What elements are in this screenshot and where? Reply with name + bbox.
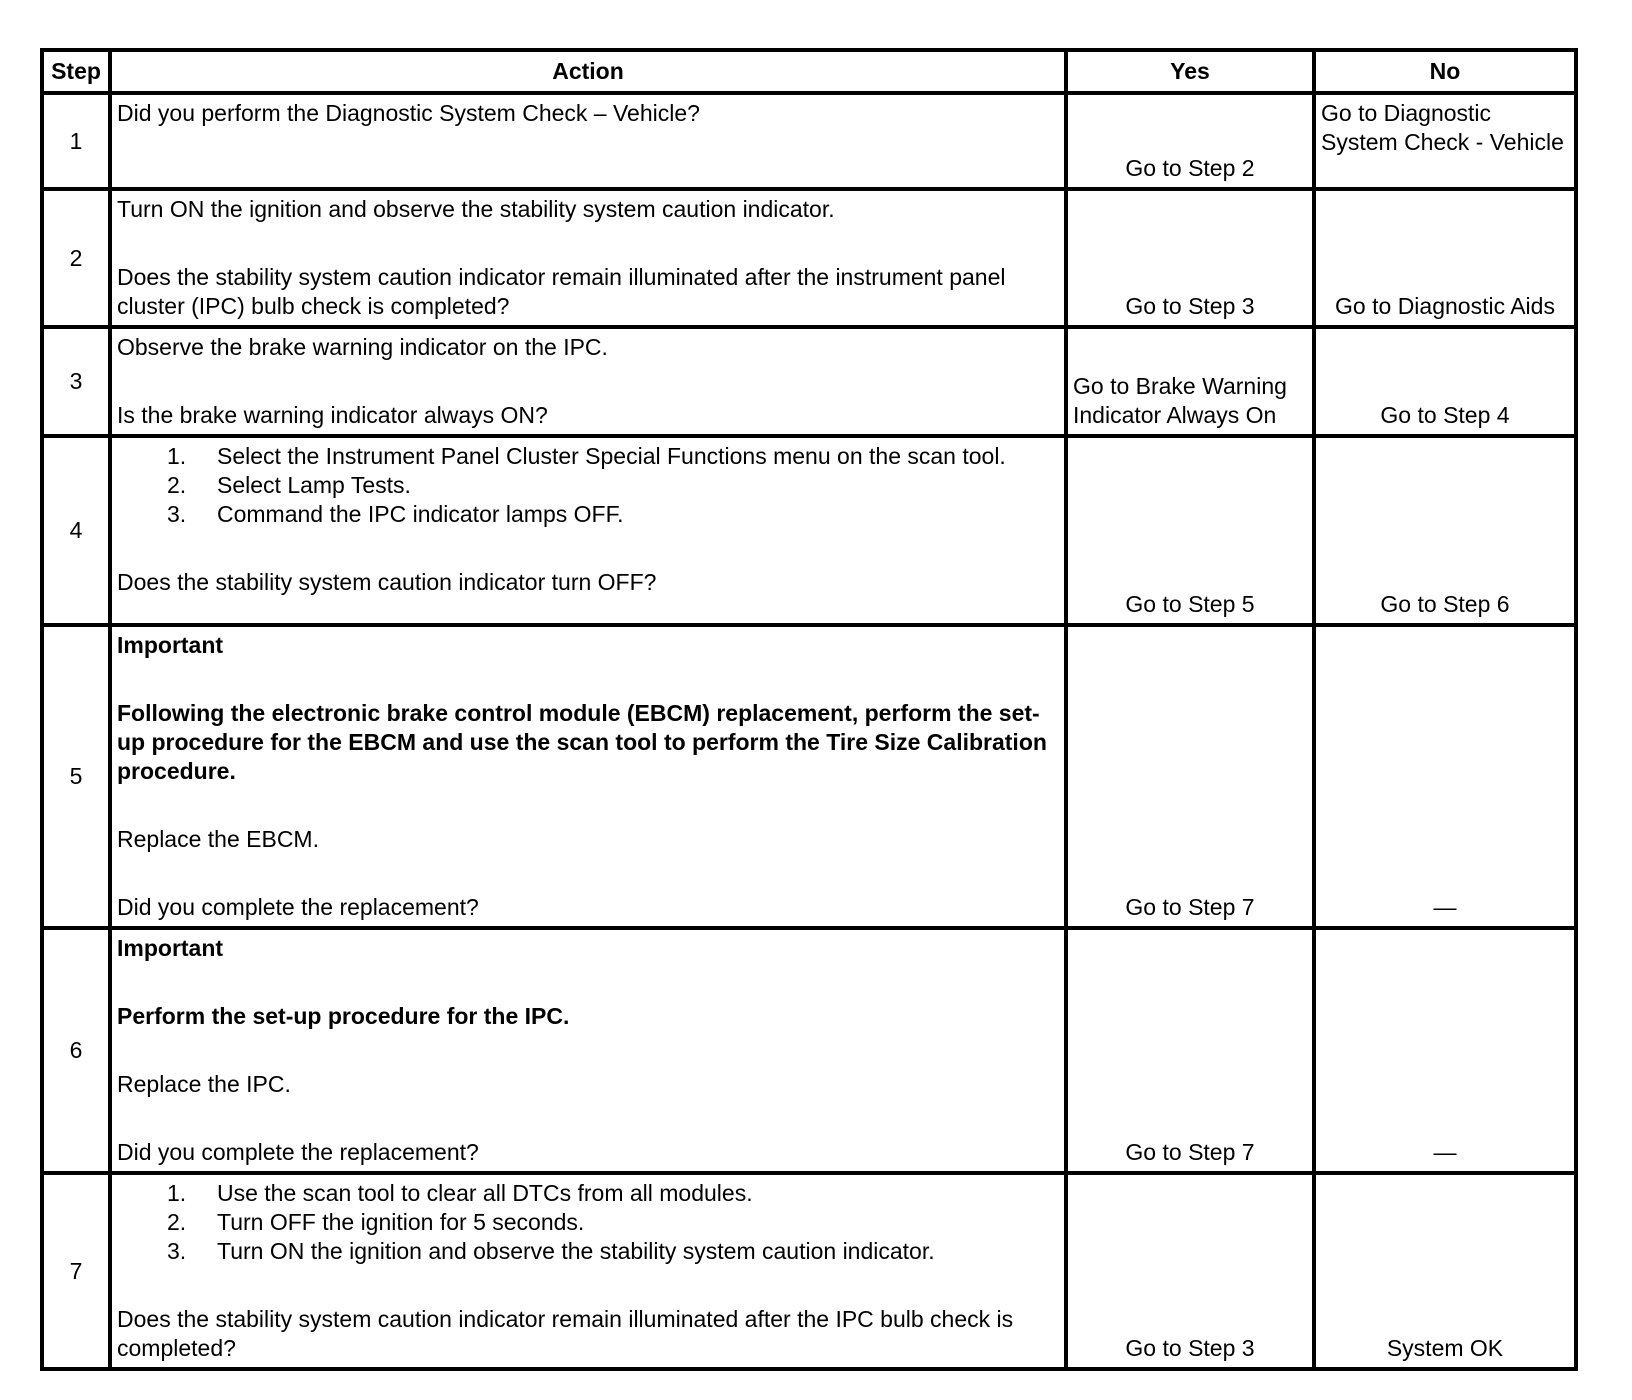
action-question: Did you complete the replacement? xyxy=(117,894,479,920)
list-number: 2. xyxy=(167,472,187,498)
action-cell xyxy=(110,928,1066,1173)
diagnostic-table xyxy=(40,48,1578,1371)
step-number: 5 xyxy=(42,625,110,928)
important-note: Perform the set-up procedure for the IPC. xyxy=(117,1003,570,1029)
header-no: No xyxy=(1314,50,1576,93)
yes-cell: Go to Step 5 xyxy=(1066,436,1314,625)
procedure-list xyxy=(117,1179,1059,1266)
important-label: Important xyxy=(117,632,224,658)
action-cell xyxy=(110,1173,1066,1369)
action-question: Did you perform the Diagnostic System Check – Vehicle? xyxy=(117,100,700,126)
table-row xyxy=(42,327,1576,436)
action-question: Does the stability system caution indicator remain illuminated after the IPC bulb check is completed? xyxy=(117,1306,1014,1361)
step-number: 3 xyxy=(42,327,110,436)
yes-cell: Go to Brake Warning Indicator Always On xyxy=(1066,327,1314,436)
action-instruction: Observe the brake warning indicator on the IPC. xyxy=(117,334,608,360)
list-text: Use the scan tool to clear all DTCs from all modules. xyxy=(217,1180,753,1206)
yes-cell: Go to Step 7 xyxy=(1066,928,1314,1173)
list-number: 1. xyxy=(167,1180,187,1206)
table-row xyxy=(42,93,1576,189)
action-instruction: Turn ON the ignition and observe the stability system caution indicator. xyxy=(117,196,835,222)
header-row xyxy=(42,50,1576,93)
list-item xyxy=(167,1237,1059,1266)
important-note: Following the electronic brake control module (EBCM) replacement, perform the set-up procedure for the EBCM and use the scan tool to perform the Tire Size Calibration procedure. xyxy=(117,700,1047,784)
table-row xyxy=(42,928,1576,1173)
header-yes: Yes xyxy=(1066,50,1314,93)
step-number: 6 xyxy=(42,928,110,1173)
step-number: 1 xyxy=(42,93,110,189)
yes-cell: Go to Step 7 xyxy=(1066,625,1314,928)
action-question: Did you complete the replacement? xyxy=(117,1139,479,1165)
table-row xyxy=(42,436,1576,625)
action-cell xyxy=(110,327,1066,436)
action-cell xyxy=(110,436,1066,625)
yes-cell: Go to Step 3 xyxy=(1066,1173,1314,1369)
yes-cell: Go to Step 3 xyxy=(1066,189,1314,327)
list-number: 3. xyxy=(167,1238,187,1264)
step-number: 2 xyxy=(42,189,110,327)
list-item xyxy=(167,500,1059,529)
list-number: 3. xyxy=(167,501,187,527)
list-text: Turn ON the ignition and observe the stability system caution indicator. xyxy=(217,1238,935,1264)
list-text: Turn OFF the ignition for 5 seconds. xyxy=(217,1209,585,1235)
list-item xyxy=(167,1179,1059,1208)
procedure-list xyxy=(117,442,1059,529)
list-number: 1. xyxy=(167,443,187,469)
action-question: Is the brake warning indicator always ON? xyxy=(117,402,548,428)
important-label: Important xyxy=(117,935,224,961)
header-action: Action xyxy=(110,50,1066,93)
no-cell: Go to Diagnostic Aids xyxy=(1314,189,1576,327)
no-cell: Go to Diagnostic System Check - Vehicle xyxy=(1314,93,1576,189)
action-question: Does the stability system caution indicator turn OFF? xyxy=(117,569,657,595)
action-cell xyxy=(110,189,1066,327)
action-cell xyxy=(110,93,1066,189)
yes-cell: Go to Step 2 xyxy=(1066,93,1314,189)
list-text: Select the Instrument Panel Cluster Special Functions menu on the scan tool. xyxy=(217,443,1006,469)
no-cell: System OK xyxy=(1314,1173,1576,1369)
table-row xyxy=(42,189,1576,327)
step-number: 4 xyxy=(42,436,110,625)
list-item xyxy=(167,1208,1059,1237)
list-text: Command the IPC indicator lamps OFF. xyxy=(217,501,624,527)
no-cell: — xyxy=(1314,928,1576,1173)
action-cell xyxy=(110,625,1066,928)
list-item xyxy=(167,442,1059,471)
list-text: Select Lamp Tests. xyxy=(217,472,411,498)
no-cell: Go to Step 6 xyxy=(1314,436,1576,625)
action-question: Does the stability system caution indicator remain illuminated after the instrument panel cluster (IPC) bulb check is completed? xyxy=(117,264,1006,319)
header-step: Step xyxy=(42,50,110,93)
no-cell: Go to Step 4 xyxy=(1314,327,1576,436)
list-number: 2. xyxy=(167,1209,187,1235)
table-row xyxy=(42,625,1576,928)
action-instruction: Replace the EBCM. xyxy=(117,826,319,852)
list-item xyxy=(167,471,1059,500)
action-instruction: Replace the IPC. xyxy=(117,1071,291,1097)
table-row xyxy=(42,1173,1576,1369)
step-number: 7 xyxy=(42,1173,110,1369)
no-cell: — xyxy=(1314,625,1576,928)
